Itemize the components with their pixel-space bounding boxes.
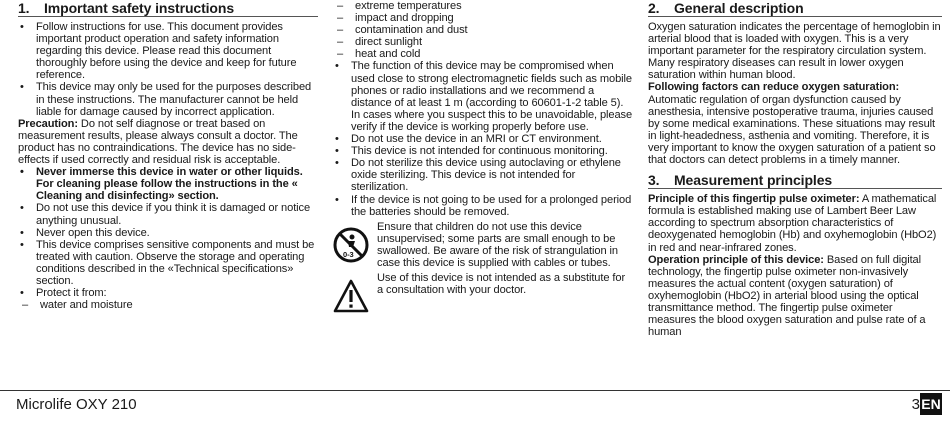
consult-warning-text: Use of this device is not intended as a substitute for a consultation with your doctor.: [377, 272, 626, 297]
list-item: • This device is not intended for continuous monitoring.: [333, 145, 633, 157]
list-item: • Follow instructions for use. This document provides important product operation and safety information regarding this device. Please read this document thoroughly before using the device and keep for future reference.: [18, 21, 318, 81]
list-item: • Protect it from:: [18, 287, 318, 299]
children-warning: [333, 221, 633, 269]
operation-text: Based on full digital technology, the fingertip pulse oximeter non-invasively measures the actual content (oxygen saturation) of oxyhemoglobin (HbO2) in arterial blood using the optical transmittance method. The fingertip pulse oximeter measures the blood oxygen saturation and pulse rate of a human: [648, 253, 926, 339]
description-paragraph: Oxygen saturation indicates the percentage of hemoglobin in arterial blood that is loaded with oxygen. This is a very important parameter for the respiratory circulation system. Many respiratory diseases can result in lower oxygen saturation within human blood.: [648, 21, 941, 82]
heading-text: Important safety instructions: [44, 0, 235, 16]
heading-number: 1.: [18, 0, 30, 16]
factors-label: Following factors can reduce oxygen saturation:: [648, 81, 900, 94]
warning-triangle-icon: [333, 278, 369, 314]
principle-paragraph: [648, 193, 942, 253]
no-children-icon: [333, 227, 369, 263]
factors-paragraph: [648, 81, 942, 166]
sub-list-item: – direct sunlight: [333, 36, 633, 48]
list-item: • Never open this device.: [18, 227, 318, 239]
heading-number: 2.: [648, 0, 660, 16]
age-label: 0-3: [343, 249, 354, 259]
list-item: • Do not use this device if you think it is damaged or notice anything unusual.: [18, 202, 318, 226]
heading-number: 3.: [648, 172, 660, 189]
section-heading-safety: [18, 0, 318, 17]
heading-text: General description: [674, 0, 804, 16]
section-heading-measurement: [648, 172, 942, 189]
language-badge: EN: [920, 393, 942, 415]
list-item: • Do not sterilize this device using autoclaving or ethylene oxide sterilizing. This device is not intended for sterilization.: [333, 157, 633, 193]
heading-text: Measurement principles: [674, 172, 833, 189]
safety-list: [18, 21, 318, 118]
list-item: • This device comprises sensitive components and must be treated with caution. Observe the storage and operating conditions described in the «Technical specifications» section.: [18, 239, 318, 287]
protect-list: [333, 0, 633, 60]
sub-list-item: – heat and cold: [333, 48, 633, 60]
column-safety-continued: [333, 0, 633, 320]
list-item: • If the device is not going to be used for a prolonged period the batteries should be removed.: [333, 194, 633, 218]
column-description: [648, 0, 942, 338]
footer-divider: [0, 390, 950, 391]
list-item: • The function of this device may be compromised when used close to strong electromagnetic fields such as mobile phones or radio installations and we recommend a distance of at least 1 m (according to 60601-1-2 table 5). In cases where you suspect this to be unavoidable, please verify if the device is working properly before use.: [333, 60, 633, 133]
operation-paragraph: [648, 254, 942, 339]
column-safety: [18, 0, 318, 311]
precaution-text: Do not self diagnose or treat based on measurement results, please always consult a doctor. The product has no contraindications. The device has no side-effects if used correctly and residual risk is acceptable.: [18, 117, 298, 167]
page-number: 3: [911, 396, 920, 413]
factors-text: Automatic regulation of organ dysfunction caused by anesthesia, intensive postoperative trauma, injuries caused by some medical examinations. These situations may result in light-headedness, asthenia and vomiting. Therefore, it is very important to know the oxygen saturation of a patient so that doctors can detect problems in a timely manner.: [648, 93, 936, 167]
consult-warning: [333, 272, 633, 320]
safety-list-2: [18, 166, 318, 311]
list-item-bold: • Never immerse this device in water or other liquids. For cleaning please follow the instructions in the « Cleaning and disinfecting» section.: [18, 166, 318, 202]
principle-text: A mathematical formula is established making use of Lambert Beer Law according to spectrum absorption characteristics of deoxygenated hemoglobin (Hb) and oxyhemoglobin (HbO2) in red and near-infrared zones.: [648, 193, 937, 254]
children-warning-text: Ensure that children do not use this device unsupervised; some parts are small enough to be swallowed. Be aware of the risk of strangulation in case this device is supplied with cables or tubes.: [377, 220, 618, 269]
precaution-paragraph: [18, 118, 318, 166]
safety-list-3: [333, 60, 633, 217]
principle-label: Principle of this fingertip pulse oximeter:: [648, 193, 860, 206]
precaution-label: Precaution:: [18, 117, 78, 130]
section-heading-general: [648, 0, 942, 17]
sub-list-item: – extreme temperatures: [333, 0, 633, 12]
sub-list-item: – water and moisture: [18, 299, 318, 311]
list-item: • This device may only be used for the purposes described in these instructions. The manufacturer cannot be held liable for damage caused by incorrect application.: [18, 81, 318, 117]
list-item: • Do not use the device in an MRI or CT environment.: [333, 133, 633, 145]
sub-list-item: – impact and dropping: [333, 12, 633, 24]
product-name: Microlife OXY 210: [16, 396, 137, 413]
operation-label: Operation principle of this device:: [648, 253, 824, 266]
sub-list-item: – contamination and dust: [333, 24, 633, 36]
